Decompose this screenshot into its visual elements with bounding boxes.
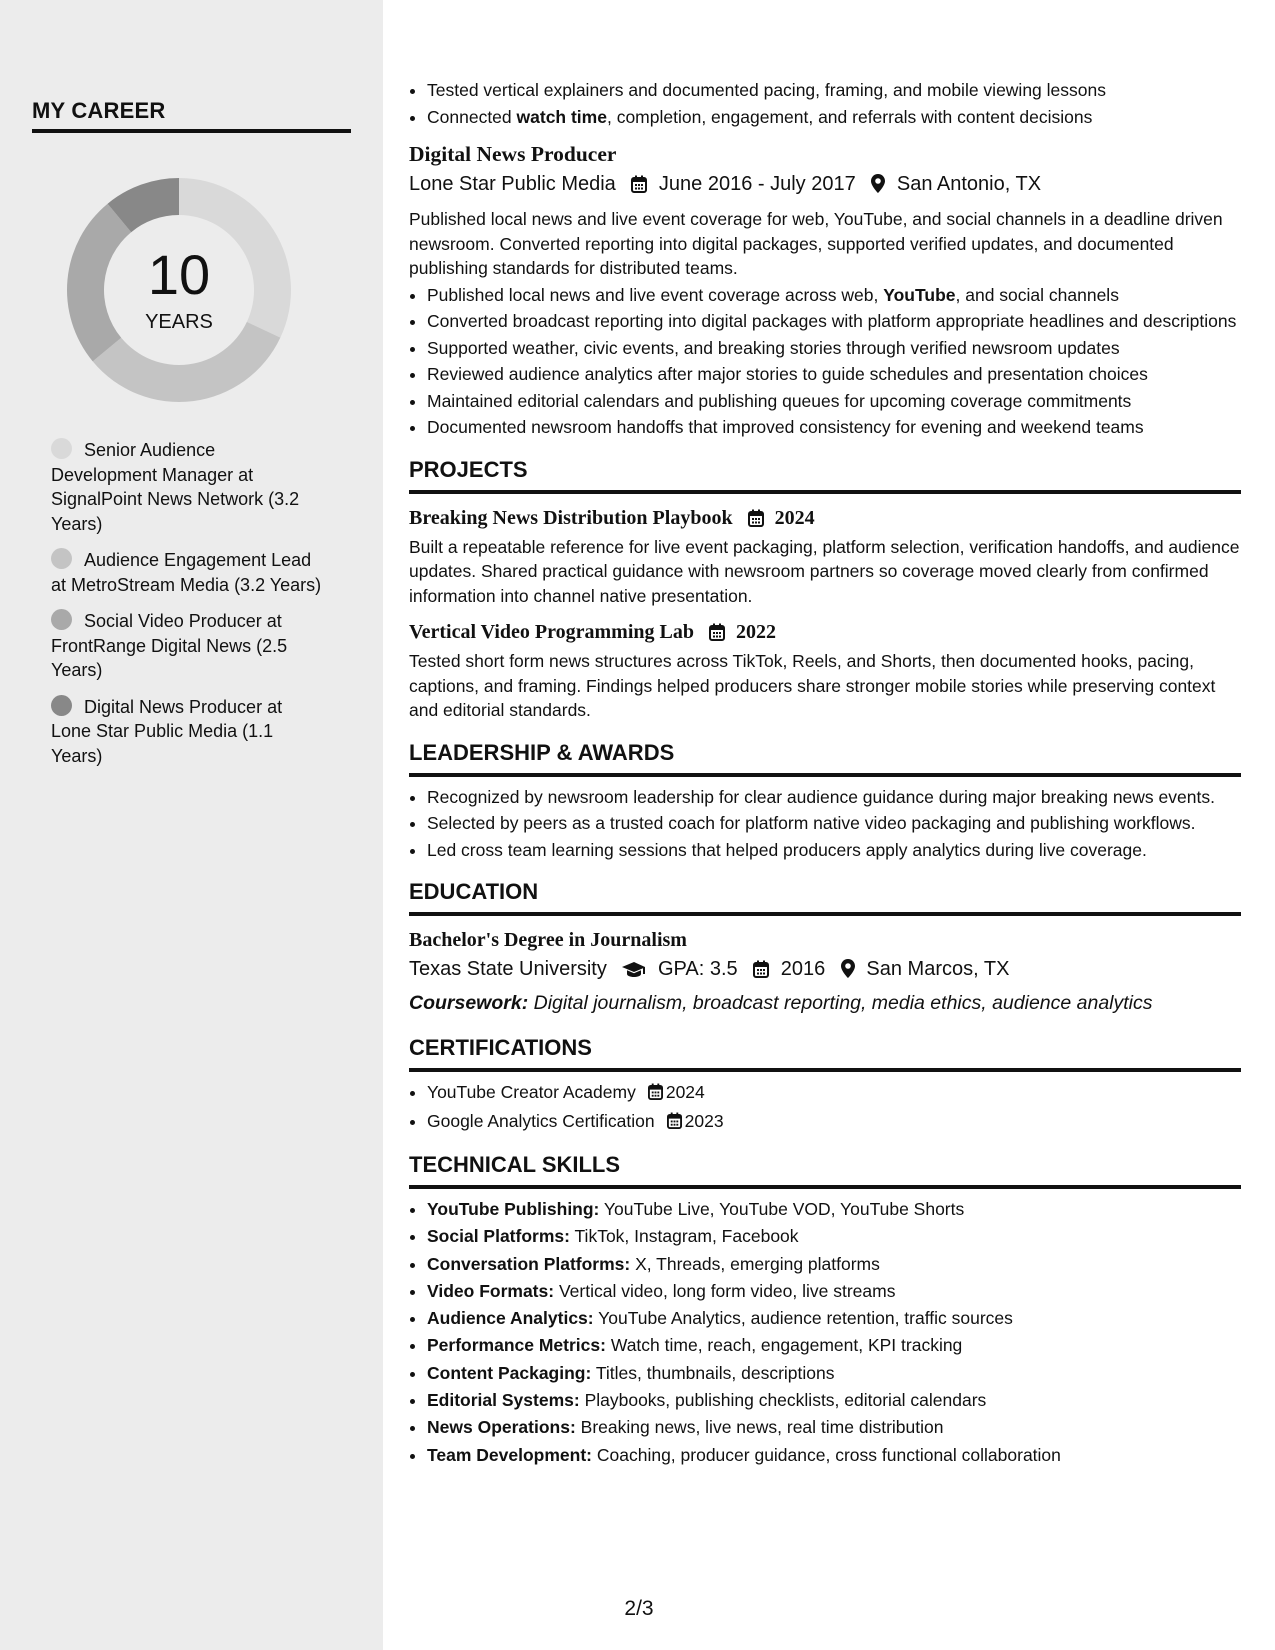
legend-dot [51,695,72,716]
skill-value: Vertical video, long form video, live streams [554,1280,896,1301]
certification-year: 2024 [665,1082,705,1102]
coursework-text: Digital journalism, broadcast reporting, media ethics, audience analytics [528,992,1153,1014]
bullet: • Maintained editorial calendars and publishing queues for upcoming coverage commitments [427,389,1241,414]
bullet-text: , and social channels [955,284,1119,305]
certification-item [427,1080,1241,1107]
skills-heading: TECHNICAL SKILLS [409,1151,1241,1189]
leadership-heading: LEADERSHIP & AWARDS [409,739,1241,777]
skill-value: Playbooks, publishing checklists, editorial calendars [579,1390,987,1411]
leadership-list [409,785,1241,863]
job-meta [409,169,1241,203]
bullet-text: , completion, engagement, and referrals with content decisions [606,106,1093,127]
calendar-icon [748,507,764,535]
skill-value: Watch time, reach, engagement, KPI tracking [605,1335,963,1356]
job-location: San Antonio, TX [896,173,1042,195]
skill-label: Team Development: [427,1444,592,1465]
skill-label: Social Platforms: [427,1226,570,1247]
education-meta [409,954,1241,988]
total-years-label: YEARS [145,311,213,333]
skill-value: Coaching, producer guidance, cross functional collaboration [592,1444,1061,1465]
skill-label: Conversation Platforms: [427,1253,631,1274]
legend-item [51,438,326,536]
project-title [409,618,1241,649]
skill-item [427,1388,1241,1413]
projects-heading: PROJECTS [409,456,1241,494]
legend-text: Social Video Producer at FrontRange Digital News (2.5 Years) [51,611,288,680]
map-pin-icon [871,172,885,203]
graduation-cap-icon [622,957,646,988]
legend-item [51,695,326,769]
gpa: GPA: 3.5 [657,958,738,980]
skill-item [427,1279,1241,1304]
skill-value: YouTube Analytics, audience retention, traffic sources [593,1308,1013,1329]
skill-value: TikTok, Instagram, Facebook [569,1226,799,1247]
bullet: • Converted broadcast reporting into digital packages with platform appropriate headlines and descriptions [427,309,1241,334]
map-pin-icon [841,957,855,988]
career-legend [51,438,326,780]
main-content [409,78,1241,1470]
job-dates: June 2016 - July 2017 [658,173,856,195]
skill-value: Titles, thumbnails, descriptions [591,1362,835,1383]
bullet-text: Published local news and live event coverage across web, [427,284,884,305]
bullet: • Documented newsroom handoffs that improved consistency for evening and weekend teams [427,415,1241,440]
skill-value: YouTube Live, YouTube VOD, YouTube Shorts [599,1199,965,1219]
bullet [427,105,1241,130]
bullet: • Recognized by newsroom leadership for clear audience guidance during major breaking news events. [427,785,1241,810]
project-name: Breaking News Distribution Playbook [409,506,733,529]
previous-job-bullets [409,78,1241,129]
project-description: Tested short form news structures across TikTok, Reels, and Shorts, then documented hooks, pacing, captions, and framing. Findings helped producers share stronger mobile stories while preserving context and editorial standards. [409,651,1216,720]
bullet [427,283,1241,308]
school-location: San Marcos, TX [866,958,1010,980]
bullet: • Reviewed audience analytics after major stories to guide schedules and presentation choices [427,362,1241,387]
school-name: Texas State University [409,958,607,980]
job-title: Digital News Producer [409,142,617,166]
certification-name: YouTube Creator Academy [427,1082,636,1102]
bullet-bold: watch time [516,106,607,127]
project-name: Vertical Video Programming Lab [409,621,694,643]
skill-label: News Operations: [427,1417,576,1438]
career-heading: MY CAREER [32,98,166,123]
skills-list [409,1197,1241,1467]
legend-dot [51,609,72,630]
skill-value: X, Threads, emerging platforms [630,1253,880,1274]
bullet: • Selected by peers as a trusted coach for platform native video packaging and publishing workflows. [427,811,1241,836]
skill-label: Content Packaging: [427,1362,592,1383]
skill-item [427,1224,1241,1249]
skill-value: Breaking news, live news, real time distribution [575,1417,944,1438]
skill-item [427,1443,1241,1468]
skill-label: Editorial Systems: [427,1390,580,1411]
project-year: 2022 [735,621,776,643]
page-number: 2/3 [624,1597,654,1620]
certifications-list [409,1080,1241,1135]
calendar-icon [667,1111,682,1136]
legend-dot [51,438,72,459]
skill-label: YouTube Publishing: [427,1199,600,1219]
sidebar [0,0,383,1650]
legend-text: Senior Audience Development Manager at SignalPoint News Network (3.2 Years) [51,440,300,534]
job-bullets [409,283,1241,440]
skill-label: Video Formats: [427,1280,555,1301]
certifications-heading: CERTIFICATIONS [409,1034,1241,1072]
legend-dot [51,548,72,569]
bullet-text: Connected [427,106,517,127]
project-year: 2024 [774,506,815,529]
bullet: • Led cross team learning sessions that helped producers apply analytics during live coverage. [427,838,1241,863]
skill-item [427,1252,1241,1277]
education-heading: EDUCATION [409,878,1241,916]
calendar-icon [709,621,725,649]
graduation-year: 2016 [780,958,826,980]
project-description: Built a repeatable reference for live event packaging, platform selection, verification handoffs, and audience updates. Shared practical guidance with newsroom partners so coverage moved clearly from confirmed information into channel native presentation. [409,536,1240,606]
skill-label: Audience Analytics: [427,1308,594,1329]
bullet: • Supported weather, civic events, and breaking stories through verified newsroom updates [427,336,1241,361]
certification-item [427,1109,1241,1136]
skill-item [427,1197,1241,1222]
skill-item [427,1306,1241,1331]
certification-year: 2023 [684,1110,724,1131]
project-title [409,504,1241,535]
coursework-label: Coursework: [409,992,529,1014]
skill-item [427,1361,1241,1386]
calendar-icon [648,1082,663,1107]
skill-item [427,1415,1241,1440]
skill-item [427,1333,1241,1358]
calendar-icon [631,172,647,203]
coursework [409,988,1241,1018]
legend-text: Audience Engagement Lead at MetroStream Media (3.2 Years) [51,550,322,595]
total-years-number: 10 [147,243,211,306]
certification-name: Google Analytics Certification [427,1110,655,1131]
career-heading-rule [32,129,351,133]
skill-label: Performance Metrics: [427,1335,606,1356]
calendar-icon [753,957,769,988]
job-company: Lone Star Public Media [409,173,616,195]
legend-item [51,548,326,597]
legend-text: Digital News Producer at Lone Star Public Media (1.1 Years) [51,696,283,766]
job-summary: Published local news and live event coverage for web, YouTube, and social channels in a deadline driven newsroom. Converted reporting into digital packages, supported verified updates, and documented publishing standards for distributed teams. [409,209,1223,278]
legend-item [51,609,326,683]
degree-title: Bachelor's Degree in Journalism [409,929,687,951]
bullet: • Tested vertical explainers and documented pacing, framing, and mobile viewing lessons [427,78,1241,103]
bullet-bold: YouTube [883,284,956,305]
